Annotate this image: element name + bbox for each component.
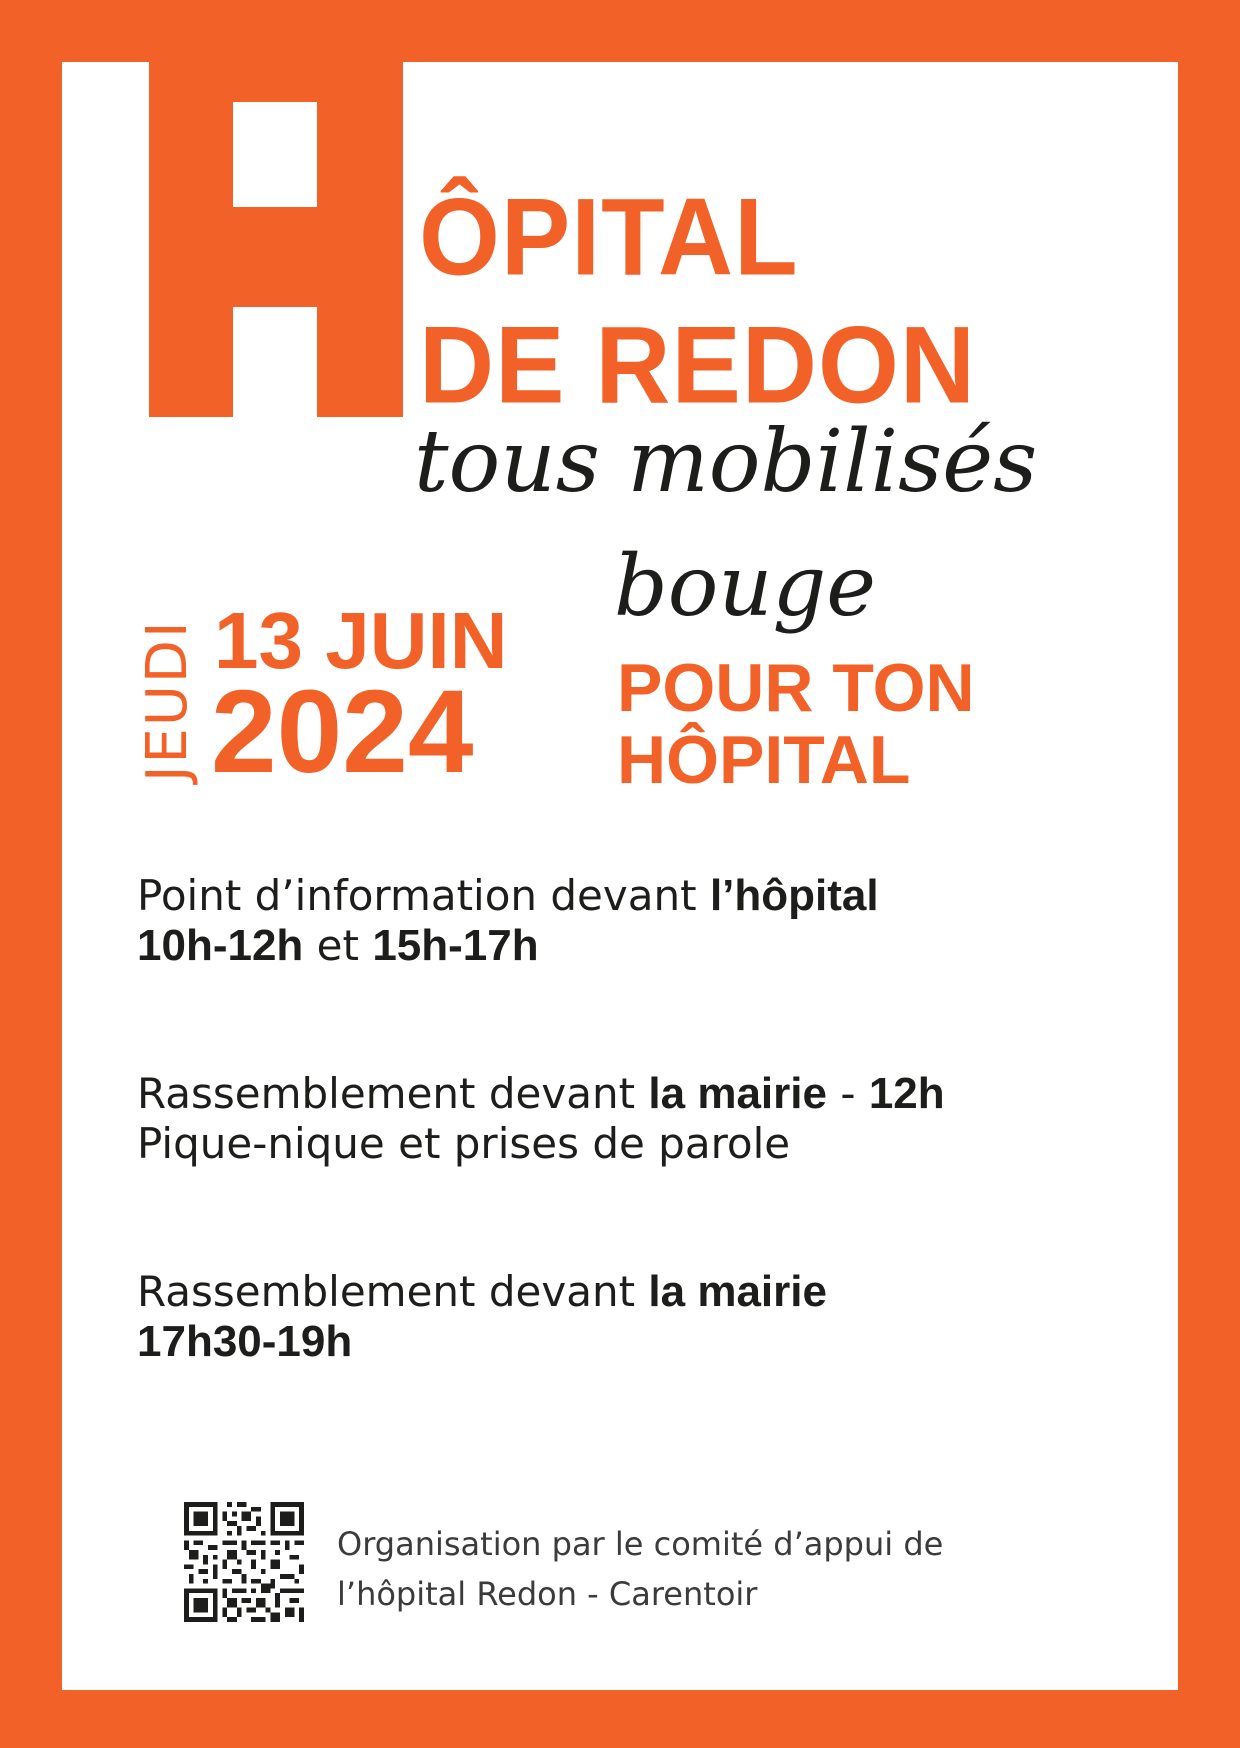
event-1-text: Point d’information devant xyxy=(137,871,710,920)
event-1-connector: et xyxy=(303,921,373,970)
big-h-letter xyxy=(149,62,403,417)
event-3-time: 17h30-19h xyxy=(137,1317,353,1366)
event-3-line-2 xyxy=(137,1318,352,1366)
slogan-line-2: HÔPITAL xyxy=(617,722,911,798)
h-letter-notch-bottom xyxy=(233,307,317,417)
qr-code-icon[interactable] xyxy=(184,1502,304,1622)
slogan-line-1: POUR TON xyxy=(617,650,975,726)
event-3-text: Rassemblement devant xyxy=(137,1267,649,1316)
title-line-1: ÔPITAL xyxy=(419,176,799,299)
event-3-line-1 xyxy=(137,1268,827,1316)
event-2-description: Pique-nique et prises de parole xyxy=(137,1119,791,1168)
footer-line-1: Organisation par le comité d’appui de xyxy=(337,1525,944,1563)
event-2-time: 12h xyxy=(868,1069,945,1118)
event-1-place: l’hôpital xyxy=(709,871,879,920)
event-1-time-b: 15h-17h xyxy=(372,921,539,970)
weekday-vertical: JEUDI xyxy=(135,619,200,782)
date-day-month: 13 JUIN xyxy=(214,596,508,685)
poster-panel xyxy=(62,62,1178,1690)
slogan-script: bouge xyxy=(614,537,876,635)
event-3-place: la mairie xyxy=(648,1267,827,1316)
footer-line-2: l’hôpital Redon - Carentoir xyxy=(337,1575,758,1613)
event-1-line-2 xyxy=(137,922,539,970)
event-2-line-1 xyxy=(137,1070,945,1118)
h-letter-notch-top xyxy=(233,102,317,207)
date-year: 2024 xyxy=(211,666,474,798)
event-1-line-1 xyxy=(137,872,879,920)
event-2-separator: - xyxy=(826,1069,869,1118)
event-2-line-2 xyxy=(137,1120,790,1168)
subtitle-script: tous mobilisés xyxy=(414,412,1038,512)
title-line-2: DE REDON xyxy=(419,304,976,427)
event-1-time-a: 10h-12h xyxy=(137,921,304,970)
event-2-text: Rassemblement devant xyxy=(137,1069,649,1118)
event-2-place: la mairie xyxy=(648,1069,827,1118)
